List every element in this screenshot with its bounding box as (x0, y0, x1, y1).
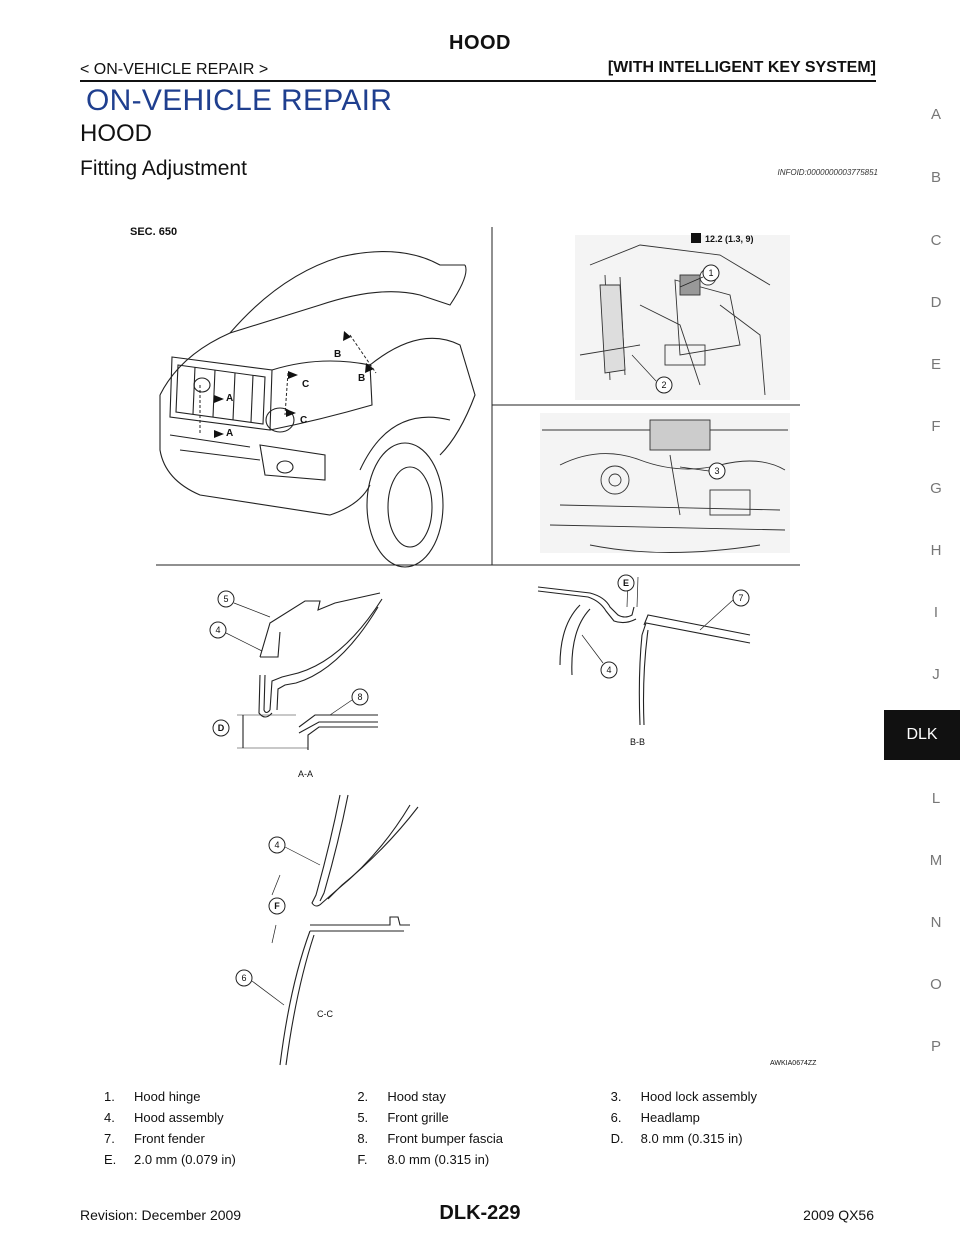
side-index-g[interactable]: G (930, 480, 942, 497)
callout-5: 5 (223, 594, 229, 604)
subsection-title: HOOD (80, 120, 152, 147)
side-index-j[interactable]: J (932, 666, 940, 683)
legend-key: F. (357, 1152, 368, 1167)
side-index-c[interactable]: C (930, 232, 942, 249)
legend-item (104, 1089, 357, 1104)
section-b-b-drawing (538, 577, 750, 725)
side-index-l[interactable]: L (931, 790, 941, 807)
legend-item (104, 1131, 357, 1146)
callout-4-cc: 4 (274, 840, 280, 850)
side-index-b[interactable]: B (930, 169, 941, 186)
view-label-a-upper: A (226, 393, 234, 404)
callout-4-bb: 4 (606, 665, 612, 675)
footer-page-number: DLK-229 (439, 1202, 521, 1224)
legend-item (357, 1089, 610, 1104)
legend-key: 1. (104, 1089, 115, 1104)
side-index-dlk-active[interactable]: DLK (884, 710, 960, 760)
legend-row (104, 1107, 864, 1128)
legend-value: 8.0 mm (0.315 in) (387, 1152, 490, 1167)
topic-title: Fitting Adjustment (80, 157, 247, 180)
legend-key: 7. (104, 1131, 115, 1146)
legend-item (357, 1110, 610, 1125)
side-index-o[interactable]: O (930, 976, 942, 993)
section-c-c-label: C-C (317, 1009, 333, 1019)
sec-label: SEC. 650 (130, 226, 178, 238)
legend-item (104, 1152, 357, 1167)
view-label-b-right: B (358, 373, 366, 384)
hood-fitting-figure (120, 205, 840, 1075)
side-index-h[interactable]: H (930, 542, 942, 559)
legend-value: Hood lock assembly (640, 1089, 757, 1104)
info-id: INFOID:0000000003775851 (777, 168, 878, 177)
legend-item (104, 1110, 357, 1125)
callout-8: 8 (357, 692, 363, 702)
callout-3: 3 (714, 466, 720, 476)
side-index-m[interactable]: M (929, 852, 943, 869)
side-index (884, 0, 960, 1242)
figure-svg (120, 205, 840, 1075)
parts-legend (104, 1086, 864, 1170)
header-breadcrumb: < ON-VEHICLE REPAIR > (80, 61, 269, 78)
legend-key: 8. (357, 1131, 369, 1146)
legend-item (357, 1131, 610, 1146)
legend-key: 4. (104, 1110, 115, 1125)
legend-value: Hood assembly (134, 1110, 224, 1125)
legend-item (357, 1152, 610, 1167)
legend-key: D. (610, 1131, 624, 1146)
legend-item (611, 1110, 864, 1125)
legend-item (611, 1089, 864, 1104)
side-index-f[interactable]: F (931, 418, 941, 435)
callout-1: 1 (708, 268, 714, 278)
dim-f: F (274, 901, 280, 911)
legend-value: Headlamp (640, 1110, 700, 1125)
side-index-d[interactable]: D (930, 294, 942, 311)
side-index-a[interactable]: A (930, 106, 941, 123)
section-title: ON-VEHICLE REPAIR (86, 84, 393, 117)
legend-key: E. (104, 1152, 117, 1167)
view-label-c-upper: C (302, 379, 310, 390)
hinge-photo-drawing (575, 235, 790, 400)
dim-d: D (217, 723, 225, 733)
legend-value: Front grille (387, 1110, 449, 1125)
legend-key: 5. (357, 1110, 369, 1125)
callout-6: 6 (241, 973, 247, 983)
side-index-e[interactable]: E (930, 356, 941, 373)
callout-7: 7 (738, 593, 744, 603)
view-label-c-lower: C (300, 415, 308, 426)
legend-item (611, 1131, 864, 1146)
section-a-a-label: A-A (298, 769, 314, 779)
side-index-n[interactable]: N (930, 914, 942, 931)
legend-value: 8.0 mm (0.315 in) (640, 1131, 743, 1146)
lock-photo-drawing (540, 413, 790, 553)
section-a-a-drawing (237, 593, 382, 750)
view-label-b-left: B (334, 349, 342, 360)
callout-4-aa: 4 (215, 625, 221, 635)
legend-value: Front fender (134, 1131, 205, 1146)
legend-value: Hood hinge (134, 1089, 201, 1104)
legend-value: Front bumper fascia (387, 1131, 503, 1146)
legend-value: Hood stay (387, 1089, 446, 1104)
legend-value: 2.0 mm (0.079 in) (134, 1152, 236, 1167)
vehicle-front-drawing (160, 252, 475, 567)
footer-model: 2009 QX56 (803, 1207, 874, 1223)
side-index-p[interactable]: P (930, 1038, 941, 1055)
header-rule (80, 80, 876, 82)
legend-key: 6. (610, 1110, 622, 1125)
figure-code: AWKIA0674ZZ (770, 1060, 817, 1067)
side-index-i[interactable]: I (933, 604, 939, 621)
dim-e: E (622, 578, 630, 588)
footer-revision: Revision: December 2009 (80, 1207, 242, 1223)
legend-key: 2. (357, 1089, 369, 1104)
header-title: HOOD (449, 32, 511, 54)
torque-label: 12.2 (1.3, 9) (705, 234, 754, 244)
torque-icon (691, 233, 701, 243)
section-b-b-label: B-B (630, 737, 646, 747)
legend-key: 3. (610, 1089, 622, 1104)
section-c-c-drawing (272, 795, 418, 1065)
legend-row (104, 1128, 864, 1149)
legend-row (104, 1086, 864, 1107)
callout-2: 2 (661, 380, 667, 390)
legend-row (104, 1149, 864, 1170)
header-system: [WITH INTELLIGENT KEY SYSTEM] (607, 59, 876, 76)
view-label-a-lower: A (226, 428, 234, 439)
